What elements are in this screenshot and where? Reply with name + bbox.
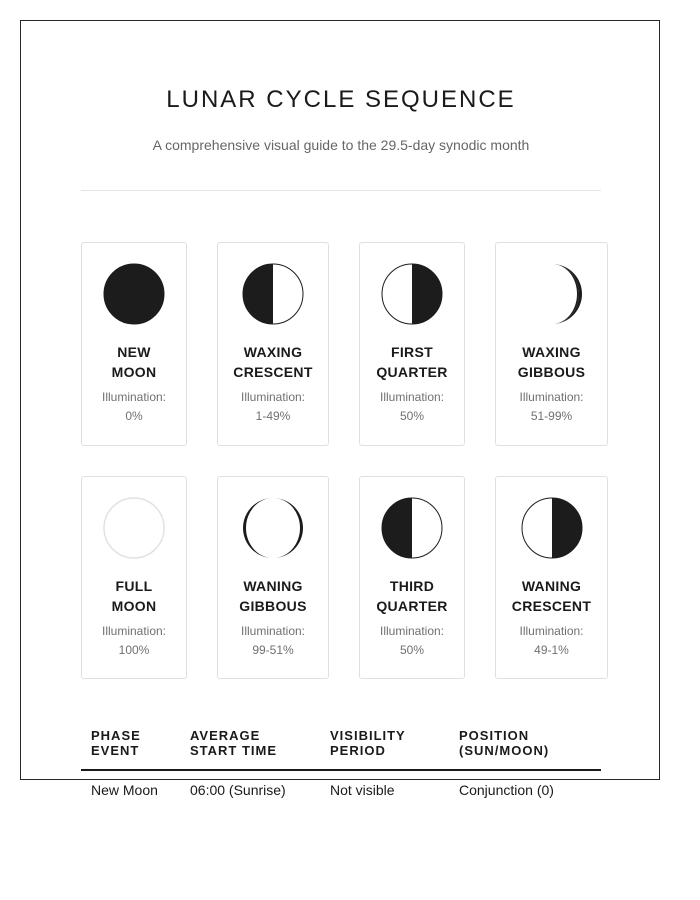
phase-illumination: Illumination: 50% [379,390,445,423]
full-moon-icon [103,497,165,559]
page-title: LUNAR CYCLE SEQUENCE [166,86,516,113]
waning-gibbous-icon [242,497,304,559]
waxing-gibbous-icon [521,263,583,325]
waning-crescent-icon [521,497,583,559]
phase-name: WAXING GIBBOUS [517,344,586,380]
table-cell-visibility: Not visible [330,782,395,798]
table-cell-phase: New Moon [91,782,158,798]
waxing-crescent-icon [242,263,304,325]
phase-card-waxing-gibbous [495,242,608,446]
table-header-rule [81,769,601,771]
header-divider [81,190,601,191]
phase-name: FIRST QUARTER [376,344,448,380]
phase-card-third-quarter [359,476,465,679]
phase-illumination: Illumination: 49-1% [519,624,584,657]
table-header-visibility: VISIBILITY PERIOD [330,728,406,758]
phase-illumination: Illumination: 51-99% [519,390,584,423]
new-moon-icon [103,263,165,325]
phase-card-waning-gibbous [217,476,329,679]
phase-name: WAXING CRESCENT [233,344,313,380]
phase-illumination: Illumination: 0% [101,390,167,423]
table-header-start-time: AVERAGE START TIME [190,728,278,758]
phase-name: WANING GIBBOUS [239,578,307,614]
phase-card-waxing-crescent [217,242,329,446]
third-quarter-icon [381,497,443,559]
phase-card-new-moon [81,242,187,446]
phase-illumination: Illumination: 100% [101,624,167,657]
phase-card-waning-crescent [495,476,608,679]
table-cell-start-time: 06:00 (Sunrise) [190,782,286,798]
phase-illumination: Illumination: 50% [379,624,445,657]
phase-name: FULL MOON [111,578,157,614]
table-cell-position: Conjunction (0) [459,782,554,798]
phase-name: THIRD QUARTER [376,578,448,614]
table-header-position: POSITION (SUN/MOON) [459,728,550,758]
phase-illumination: Illumination: 1-49% [240,390,306,423]
phase-card-full-moon [81,476,187,679]
phase-illumination: Illumination: 99-51% [240,624,306,657]
first-quarter-icon [381,263,443,325]
table-header-phase-event: PHASE EVENT [91,728,141,758]
phase-name: NEW MOON [111,344,157,380]
phase-name: WANING CRESCENT [511,578,592,614]
page-subtitle: A comprehensive visual guide to the 29.5-day synodic month [152,137,530,153]
phase-card-first-quarter [359,242,465,446]
